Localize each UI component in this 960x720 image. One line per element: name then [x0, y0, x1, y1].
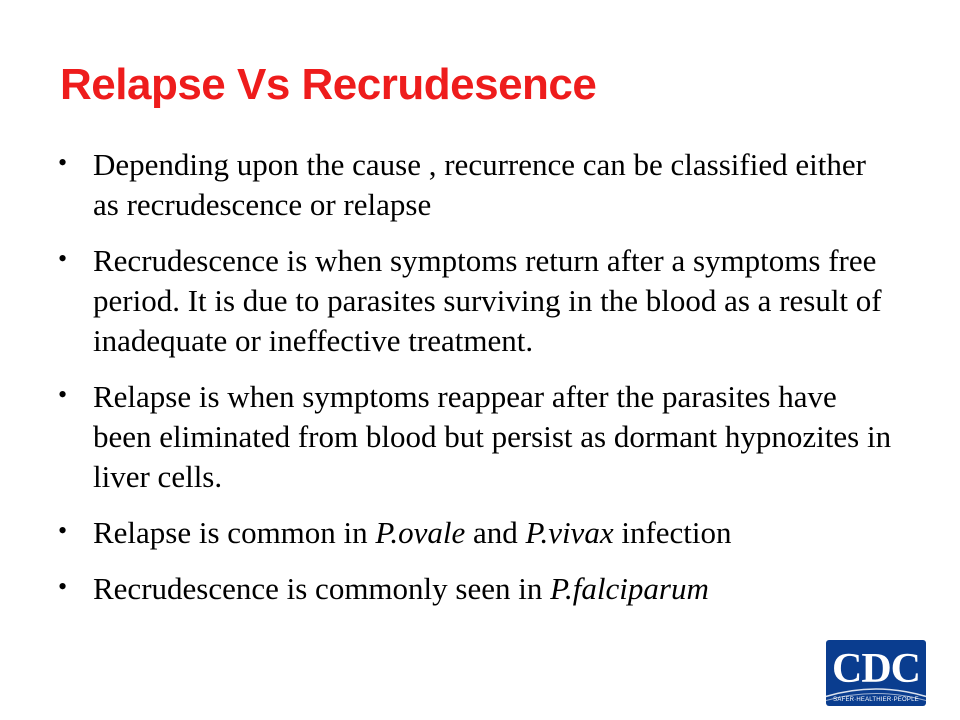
bullet-text: Recrudescence is when symptoms return after a symptoms free period. It is due to parasites surviving in the blood as a result of inadequate or ineffective treatment. — [93, 243, 882, 358]
bullet-text — [93, 515, 732, 550]
bullet-icon: • — [58, 380, 68, 409]
bullet-text-part: Recrudescence is commonly seen in — [93, 571, 551, 606]
bullet-item — [58, 241, 898, 361]
bullet-text-part: infection — [613, 515, 732, 550]
species-name: P.ovale — [375, 515, 466, 550]
bullet-item — [58, 569, 898, 609]
slide-title: Relapse Vs Recrudesence — [60, 60, 597, 109]
species-name: P.falciparum — [550, 571, 709, 606]
bullet-item — [58, 377, 898, 497]
bullet-text: Depending upon the cause , recurrence can be classified either as recrudescence or relapse — [93, 147, 866, 222]
bullet-icon: • — [58, 516, 68, 545]
bullet-icon: • — [58, 148, 68, 177]
bullet-icon: • — [58, 572, 68, 601]
bullet-item — [58, 145, 898, 225]
bullet-icon: • — [58, 244, 68, 273]
bullet-text-part: and — [465, 515, 526, 550]
bullet-text: Relapse is when symptoms reappear after the parasites have been eliminated from blood but persist as dormant hypnozites in liver cells. — [93, 379, 892, 494]
cdc-logo — [826, 640, 926, 706]
bullet-list — [58, 145, 898, 625]
cdc-logo-tagline: SAFER·HEALTHIER·PEOPLE — [833, 697, 919, 703]
cdc-logo-text: CDC — [832, 646, 920, 692]
bullet-text-part: Relapse is common in — [93, 515, 376, 550]
species-name: P.vivax — [525, 515, 614, 550]
bullet-text — [93, 571, 709, 606]
bullet-item — [58, 513, 898, 553]
